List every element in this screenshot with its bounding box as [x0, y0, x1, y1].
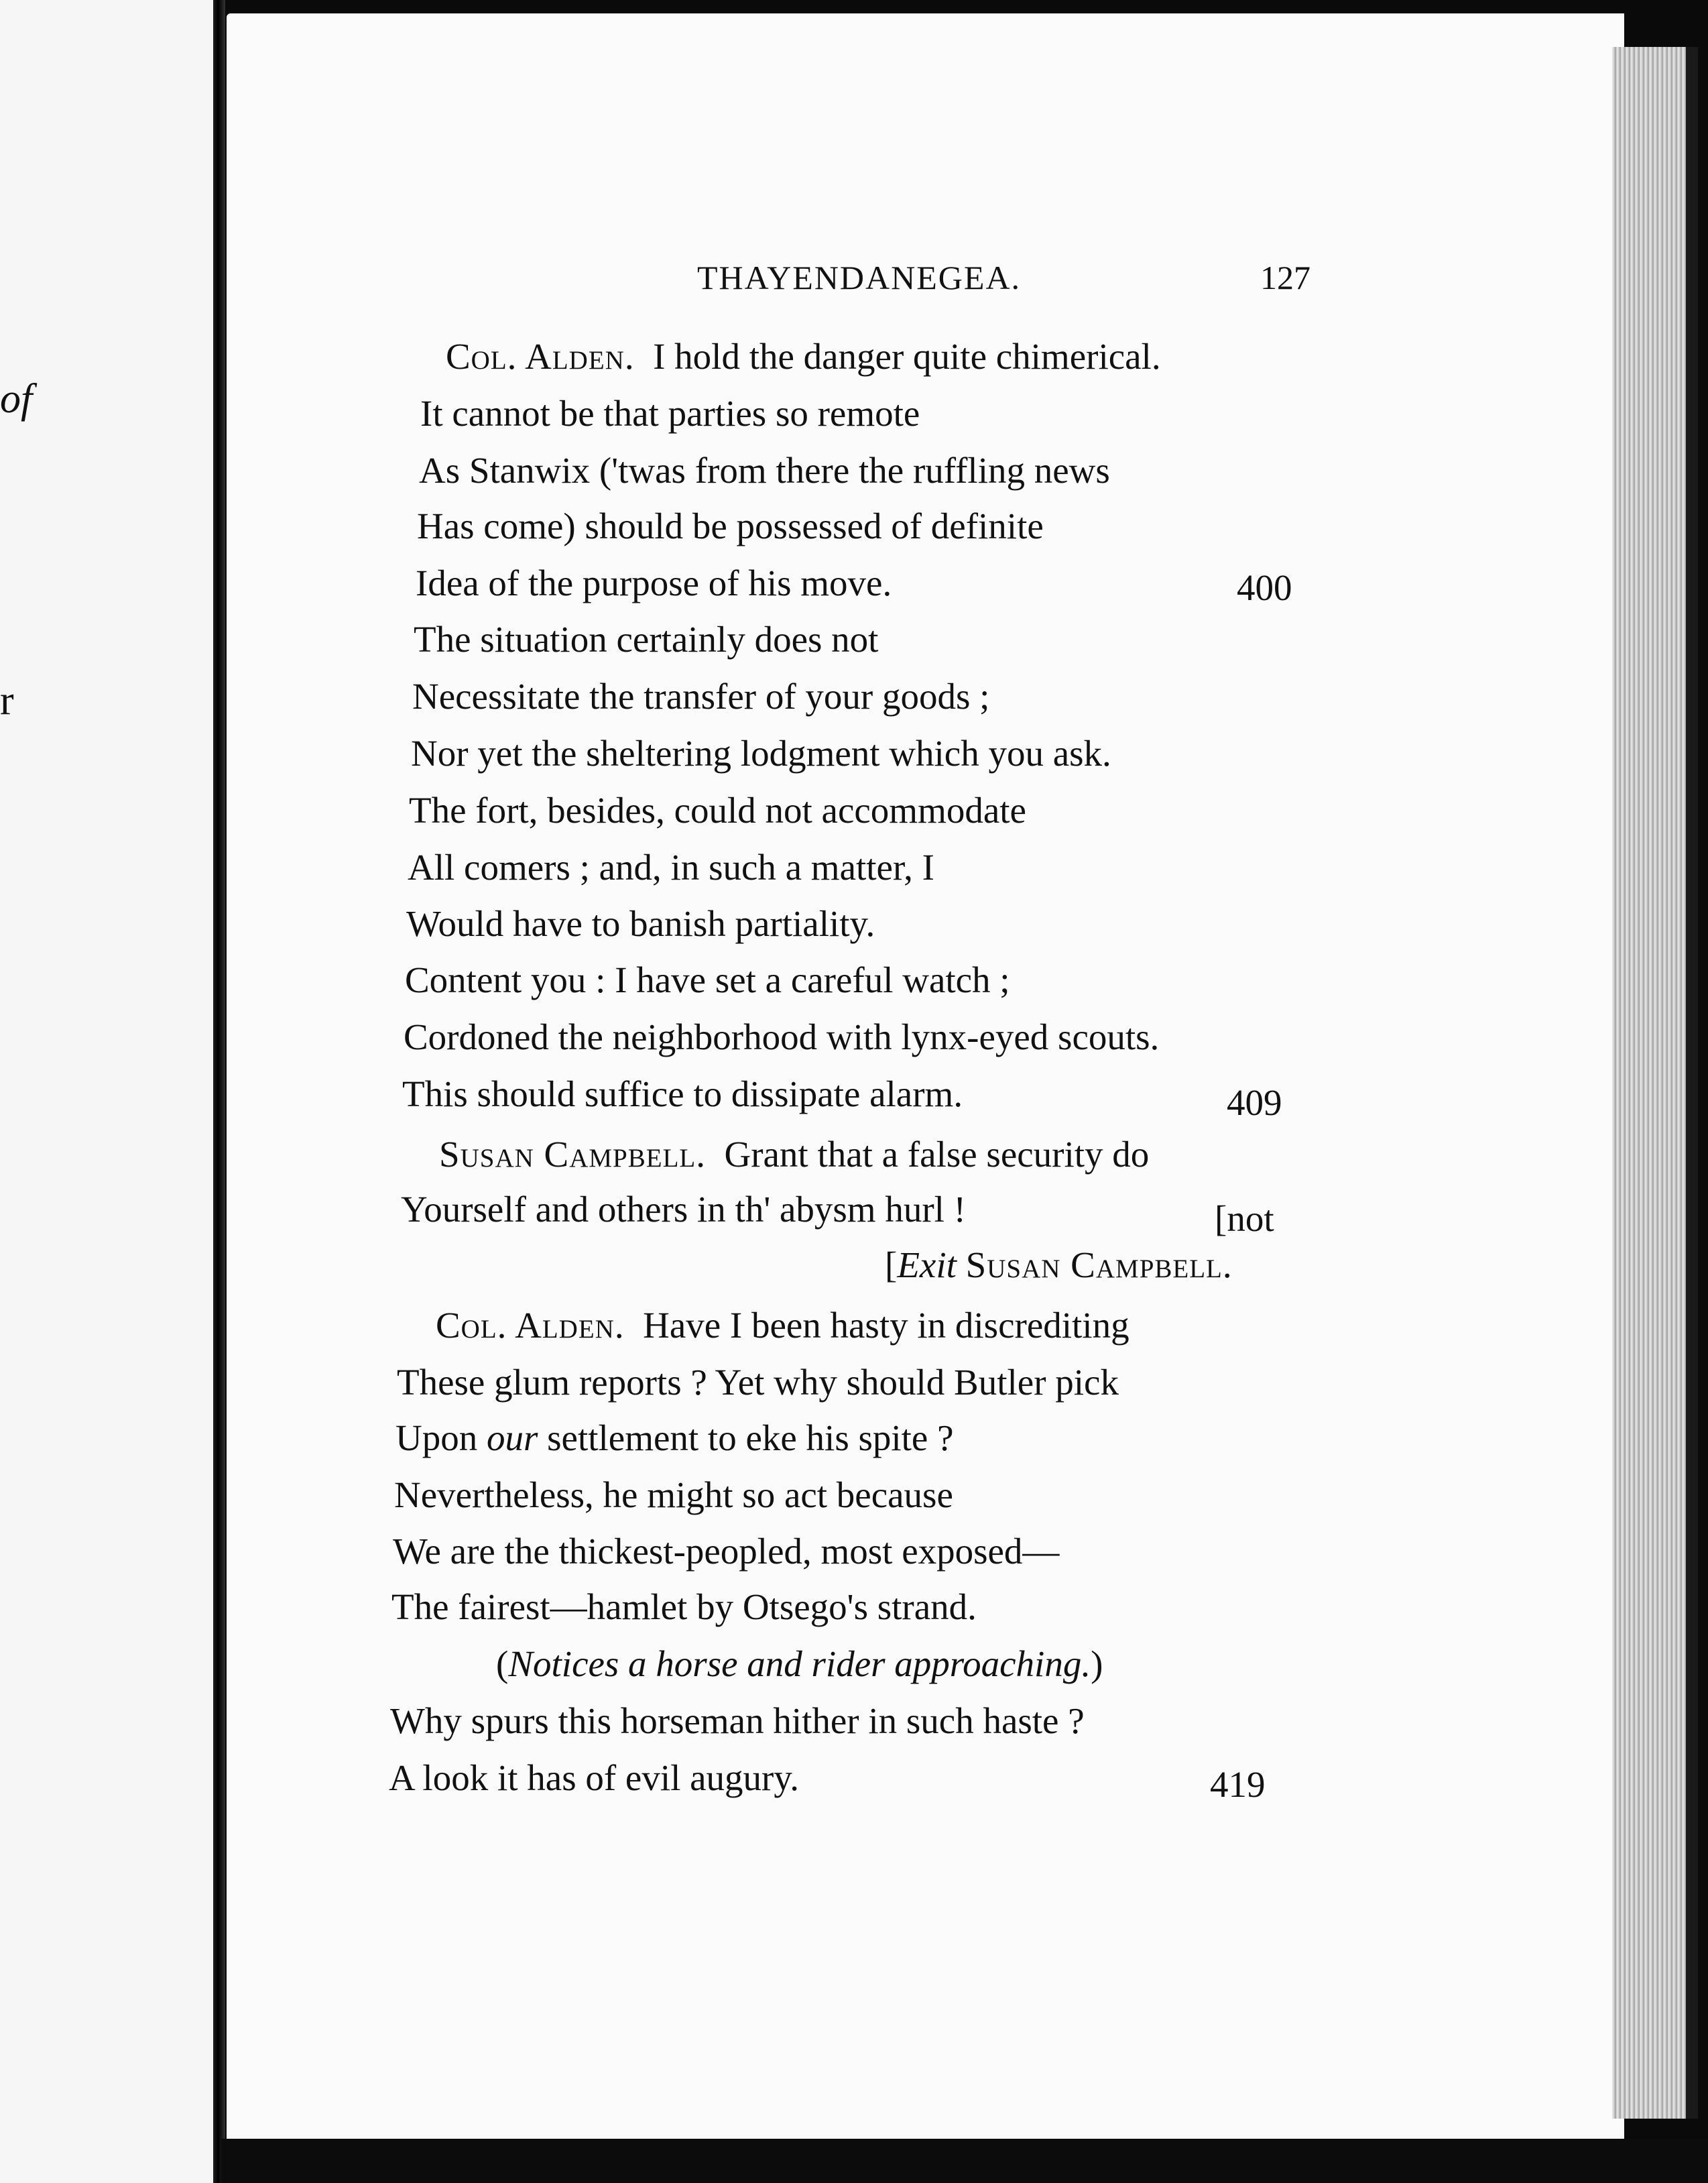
page-number: 127: [1260, 259, 1310, 296]
facing-page-fragment: r: [0, 678, 14, 723]
book-gutter: [213, 0, 225, 2183]
running-head: THAYENDANEGEA.: [697, 259, 1022, 296]
verse-line: We are the thickest-peopled, most exposed—: [393, 1531, 1060, 1572]
verse-line: The situation certainly does not: [414, 619, 879, 660]
verse-line: Idea of the purpose of his move.: [416, 563, 892, 603]
verse-line: This should suffice to dissipate alarm.: [402, 1073, 963, 1114]
stage-direction-text: Notices a horse and rider approaching.: [508, 1643, 1091, 1684]
facing-page: [0, 0, 221, 2183]
line-text: Grant that a false security do: [724, 1134, 1150, 1175]
verse-line: Nevertheless, he might so act because: [394, 1474, 953, 1515]
exit-word: Exit: [897, 1244, 957, 1285]
bracket-continuation: [not: [1215, 1198, 1274, 1239]
emphasis: our: [486, 1417, 538, 1458]
verse-line: [439, 1133, 1149, 1175]
verse-line: Has come) should be possessed of definite: [417, 506, 1044, 546]
stage-direction: (Notices a horse and rider approaching.): [496, 1643, 1103, 1684]
verse-line: Yourself and others in th' abysm hurl !: [401, 1189, 966, 1230]
exit-direction: [885, 1244, 1233, 1286]
line-text: Have I been hasty in discrediting: [643, 1305, 1130, 1346]
facing-page-fragment: of: [0, 376, 33, 422]
line-number: 419: [1210, 1764, 1266, 1805]
line-number: 400: [1237, 567, 1292, 608]
verse-line: [446, 335, 1161, 377]
page-edges: [1612, 47, 1698, 2119]
verse-line: The fort, besides, could not accommodate: [409, 790, 1026, 831]
verse-line: Cordoned the neighborhood with lynx-eyed scouts.: [404, 1016, 1160, 1057]
exit-speaker: Susan Campbell.: [965, 1244, 1233, 1285]
bracket-open: [: [885, 1244, 898, 1285]
scan-border: [221, 2139, 1708, 2183]
line-text: I hold the danger quite chimerical.: [653, 336, 1161, 377]
verse-line: [436, 1304, 1130, 1346]
verse-line: All comers ; and, in such a matter, I: [408, 847, 934, 888]
verse-line: Nor yet the sheltering lodgment which you ask.: [411, 733, 1111, 774]
verse-line: It cannot be that parties so remote: [420, 393, 920, 434]
line-number: 409: [1227, 1082, 1282, 1123]
verse-line: [395, 1417, 954, 1459]
verse-line: Content you : I have set a careful watch ;: [405, 959, 1010, 1000]
verse-line: These glum reports ? Yet why should Butler pick: [397, 1362, 1119, 1403]
verse-line: As Stanwix ('twas from there the ruffling news: [419, 450, 1110, 491]
verse-line: Why spurs this horseman hither in such haste ?: [390, 1700, 1085, 1741]
verse-line: Would have to banish partiality.: [406, 903, 875, 944]
verse-line: The fairest—hamlet by Otsego's strand.: [391, 1586, 977, 1627]
speaker-name: Col. Alden.: [436, 1305, 625, 1346]
verse-line: Necessitate the transfer of your goods ;: [412, 676, 990, 717]
verse-line: A look it has of evil augury.: [389, 1757, 800, 1798]
speaker-name: Col. Alden.: [446, 336, 635, 377]
line-text: Upon: [395, 1417, 487, 1458]
speaker-name: Susan Campbell.: [439, 1134, 706, 1175]
line-text: settlement to eke his spite ?: [538, 1417, 954, 1458]
